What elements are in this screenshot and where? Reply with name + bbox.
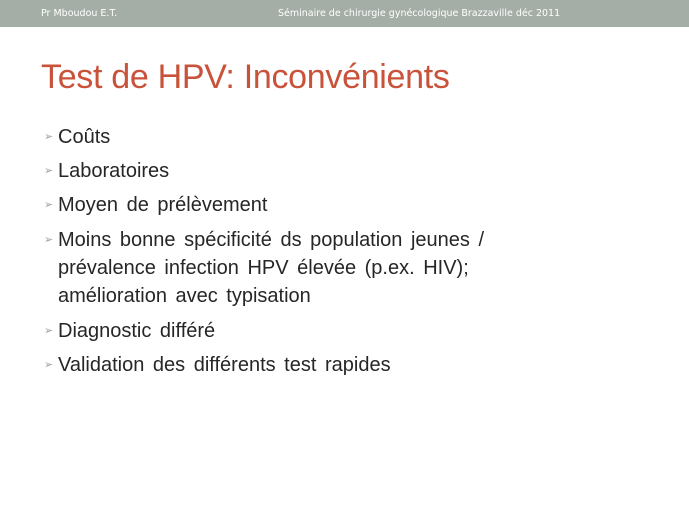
bullet-text: Coûts xyxy=(58,126,111,148)
bullet-text: prévalence infection HPV élevée (p.ex. HIV); xyxy=(58,257,469,279)
bullet-item xyxy=(44,124,584,150)
arrow-bullet-icon: ➢ xyxy=(44,131,54,143)
bullet-item xyxy=(44,158,584,184)
bullet-text: Validation des différents test rapides xyxy=(58,354,391,376)
bullet-item xyxy=(44,318,584,344)
arrow-bullet-icon: ➢ xyxy=(44,325,54,337)
arrow-bullet-icon: ➢ xyxy=(44,199,54,211)
bullet-text: Diagnostic différé xyxy=(58,320,216,342)
slide-title: Test de HPV: Inconvénients xyxy=(41,58,450,96)
header-bar xyxy=(0,0,689,27)
arrow-bullet-icon: ➢ xyxy=(44,165,54,177)
bullet-item xyxy=(44,192,584,218)
bullet-list xyxy=(44,124,584,386)
arrow-bullet-icon: ➢ xyxy=(44,359,54,371)
bullet-item xyxy=(44,352,584,378)
header-event: Séminaire de chirurgie gynécologique Brazzaville déc 2011 xyxy=(278,8,561,19)
bullet-text: amélioration avec typisation xyxy=(58,285,311,307)
bullet-text: Laboratoires xyxy=(58,160,170,182)
header-author: Pr Mboudou E.T. xyxy=(41,8,118,19)
bullet-item xyxy=(44,226,584,310)
bullet-text: Moins bonne spécificité ds population jeunes / xyxy=(58,229,485,251)
bullet-text: Moyen de prélèvement xyxy=(58,194,268,216)
arrow-bullet-icon: ➢ xyxy=(44,234,54,246)
